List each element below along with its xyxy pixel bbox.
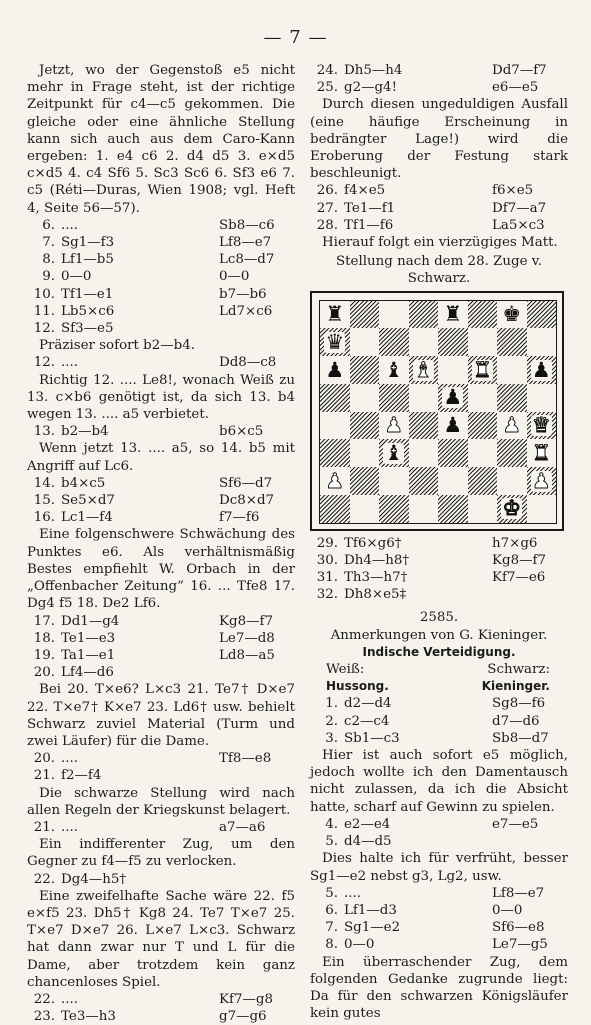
- move-list: [27, 750, 295, 784]
- move-white: 7. Sg1—f3: [27, 234, 114, 251]
- move-number: 21.: [33, 819, 55, 835]
- move-black: h7×g6: [492, 535, 538, 551]
- paragraph: Wenn jetzt 13. .... a5, so 14. b5 mit Angriff auf Lc6.: [27, 441, 295, 474]
- move-black: Sf6—e8: [492, 920, 545, 936]
- move-black: Kf7—e6: [492, 570, 546, 586]
- paragraph: Die schwarze Stellung wird nach allen Regeln der Kriegskunst belagert.: [27, 785, 295, 818]
- white-player: Hussong.: [326, 679, 389, 694]
- move-white: 27. Te1—f1: [310, 200, 395, 217]
- move-white: 3. Sb1—c3: [310, 730, 400, 747]
- move-white: 31. Th3—h7†: [310, 569, 407, 586]
- black-queen-icon: ♛: [325, 329, 345, 354]
- move-row: [310, 713, 568, 730]
- move-white: 13. b2—b4: [27, 423, 109, 440]
- move-number: 20.: [33, 751, 55, 767]
- move-row: [310, 919, 568, 936]
- move-row: [310, 833, 568, 850]
- move-number: 12.: [33, 355, 55, 371]
- move-number: 4.: [325, 816, 338, 832]
- board-square: [527, 384, 557, 412]
- move-row: [310, 586, 568, 603]
- board-square: [350, 356, 380, 384]
- move-black: Ld8—a5: [219, 647, 275, 663]
- move-white: 24. Dh5—h4: [310, 62, 402, 79]
- paragraph: Eine folgenschwere Schwächung des Punktes e6. Als verhältnismäßig Bestes empfiehlt W. Orbach in der „Offenbacher Zeitung“ 16. ... Tfe8 17. Dg4 f5 18. De2 Lf6.: [27, 527, 295, 612]
- move-row: [310, 902, 568, 919]
- move-number: 30.: [316, 552, 338, 568]
- move-list: [310, 535, 568, 604]
- board-square: [320, 301, 350, 329]
- move-black: e7—e5: [492, 816, 539, 832]
- move-number: 8.: [325, 937, 338, 953]
- page-number: — 7 —: [263, 27, 328, 48]
- board-square: [379, 384, 409, 412]
- move-black: Kf7—g8: [219, 991, 273, 1007]
- board-square: [527, 356, 557, 384]
- board-square: [497, 384, 527, 412]
- move-white: 20. Lf4—d6: [27, 664, 114, 681]
- move-black: Lf8—e7: [219, 235, 272, 251]
- move-black: Sg8—f6: [492, 696, 546, 712]
- board-square: [438, 384, 468, 412]
- move-list: [27, 475, 295, 527]
- annotator-line: Anmerkungen von G. Kieninger.: [330, 627, 548, 643]
- board-square: [468, 301, 498, 329]
- board-square: [468, 412, 498, 440]
- paragraph: Richtig 12. .... Le8!, wonach Weiß zu 13. c×b6 genötigt ist, da sich 13. b4 wegen 13. .... a5 verbietet.: [27, 372, 295, 423]
- board-square: [527, 412, 557, 440]
- move-black: [492, 586, 568, 603]
- move-row: [27, 664, 295, 681]
- move-black: Kg8—f7: [492, 552, 546, 568]
- board-square: [527, 495, 557, 523]
- board-square: [350, 467, 380, 495]
- move-white: 17. Dd1—g4: [27, 613, 119, 630]
- players-names: [310, 678, 568, 695]
- board-square: [320, 467, 350, 495]
- paragraph: Hierauf folgt ein vierzügiges Matt.: [322, 235, 558, 251]
- move-white: 29. Tf6×g6†: [310, 535, 401, 552]
- move-row: [27, 217, 295, 234]
- black-pawn-icon: ♟: [325, 357, 345, 382]
- move-black: [219, 767, 295, 784]
- move-black: d7—d6: [492, 713, 540, 729]
- move-white: 21. f2—f4: [27, 767, 101, 784]
- move-row: [310, 936, 568, 953]
- board-square: [320, 384, 350, 412]
- board-square: [438, 495, 468, 523]
- move-list: [27, 991, 295, 1025]
- board-square: [438, 356, 468, 384]
- board-square: [497, 301, 527, 329]
- move-number: 29.: [316, 535, 338, 551]
- move-white: 15. Se5×d7: [27, 492, 115, 509]
- move-row: [27, 819, 295, 836]
- black-label: Schwarz:: [487, 662, 550, 678]
- move-row: [310, 816, 568, 833]
- white-rook-icon: ♜: [531, 440, 551, 465]
- move-white: 10. Tf1—e1: [27, 286, 113, 303]
- move-black: [492, 833, 568, 850]
- move-number: 9.: [42, 269, 55, 285]
- move-number: 7.: [325, 920, 338, 936]
- board-square: [468, 356, 498, 384]
- white-king-icon: ♚: [502, 496, 522, 521]
- move-list: [27, 871, 295, 888]
- board-square: [497, 439, 527, 467]
- move-white: 11. Lb5×c6: [27, 303, 114, 320]
- move-row: [310, 695, 568, 712]
- move-number: 15.: [33, 493, 55, 509]
- move-number: 6.: [325, 902, 338, 918]
- move-number: 22.: [33, 991, 55, 1007]
- chess-diagram: [310, 291, 564, 531]
- board-square: [468, 439, 498, 467]
- move-number: 20.: [33, 665, 55, 681]
- right-column: [310, 62, 568, 1022]
- paragraph: Ein indifferenter Zug, um den Gegner zu f4—f5 zu verlocken.: [27, 837, 295, 870]
- move-white: 1. d2—d4: [310, 695, 392, 712]
- board-square: [350, 439, 380, 467]
- move-list: [27, 217, 295, 337]
- board-square: [409, 328, 439, 356]
- board-square: [379, 301, 409, 329]
- board-square: [320, 328, 350, 356]
- move-white: 21. ....: [27, 819, 78, 836]
- paragraph: Präziser sofort b2—b4.: [39, 338, 196, 354]
- move-black: Sb8—d7: [492, 730, 549, 746]
- board-square: [497, 495, 527, 523]
- move-list: [27, 354, 295, 371]
- paragraph: Eine zweifelhafte Sache wäre 22. f5 e×f5 23. Dh5† Kg8 24. Te7 T×e7 25. T×e7 D×e7 26. L×e7 L×c3. Schwarz hat dann zwar nur T und L für die Dame, aber trotzdem kein ganz chancenloses Spiel.: [27, 888, 295, 990]
- move-white: 12. ....: [27, 354, 78, 371]
- move-row: [27, 268, 295, 285]
- move-white: 2. c2—c4: [310, 713, 389, 730]
- move-black: f7—f6: [219, 510, 260, 526]
- move-row: [310, 552, 568, 569]
- board-square: [497, 412, 527, 440]
- paragraph: Bei 20. T×e6? L×c3 21. Te7† D×e7 22. T×e7† K×e7 23. Ld6† usw. behielt Schwarz zuviel Material (Turm und zwei Läufer) für die Dame.: [27, 682, 295, 749]
- board-square: [527, 467, 557, 495]
- move-black: Ld7×c6: [219, 303, 273, 319]
- chess-board: [319, 300, 557, 524]
- move-white: 14. b4×c5: [27, 475, 105, 492]
- diagram-frame: [310, 291, 564, 531]
- board-square: [409, 384, 439, 412]
- move-white: 8. 0—0: [310, 936, 374, 953]
- move-number: 14.: [33, 475, 55, 491]
- board-square: [350, 495, 380, 523]
- move-black: b6×c5: [219, 424, 264, 440]
- move-row: [27, 767, 295, 784]
- board-square: [468, 328, 498, 356]
- move-black: Sb8—c6: [219, 217, 275, 233]
- board-square: [409, 412, 439, 440]
- board-square: [350, 384, 380, 412]
- move-number: 5.: [325, 834, 338, 850]
- move-number: 23.: [33, 1009, 55, 1025]
- board-square: [409, 439, 439, 467]
- board-square: [438, 301, 468, 329]
- move-black: Dc8×d7: [219, 493, 275, 509]
- board-square: [438, 439, 468, 467]
- move-black: [219, 320, 295, 337]
- move-white: 22. ....: [27, 991, 78, 1008]
- board-square: [379, 412, 409, 440]
- board-square: [379, 356, 409, 384]
- move-list: [310, 695, 568, 747]
- move-row: [310, 569, 568, 586]
- board-square: [409, 356, 439, 384]
- move-list: [310, 62, 568, 96]
- board-square: [468, 495, 498, 523]
- black-bishop-icon: ♝: [384, 357, 404, 382]
- move-row: [27, 630, 295, 647]
- move-row: [27, 303, 295, 320]
- game-number: 2585.: [419, 610, 459, 626]
- move-row: [27, 871, 295, 888]
- move-number: 1.: [325, 696, 338, 712]
- move-number: 26.: [316, 183, 338, 199]
- move-black: Lc8—d7: [219, 252, 275, 268]
- paragraph: Jetzt, wo der Gegenstoß e5 nicht mehr in Frage steht, ist der richtige Zeitpunkt für c4—c5 gekommen. Die gleiche oder eine ähnliche Stellung kann sich auch aus dem Caro-Kann ergeben: 1. e4 c6 2. d4 d5 3. e×d5 c×d5 4. c4 Sf6 5. Sc3 Sc6 6. Sf3 e6 7. c5 (Réti—Duras, Wien 1908; vgl. Heft 4, Seite 56—57).: [27, 63, 295, 216]
- move-white: 26. f4×e5: [310, 182, 385, 199]
- move-white: 4. e2—e4: [310, 816, 390, 833]
- board-square: [350, 328, 380, 356]
- move-list: [310, 182, 568, 234]
- players-labels: [310, 661, 568, 678]
- move-number: 5.: [325, 885, 338, 901]
- move-number: 16.: [33, 510, 55, 526]
- paragraph: Ein überraschender Zug, dem folgenden Gedanke zugrunde liegt: Da für den schwarzen Königsläufer kein gutes: [310, 954, 568, 1022]
- move-row: [310, 885, 568, 902]
- move-black: f6×e5: [492, 183, 534, 199]
- board-square: [409, 301, 439, 329]
- move-black: b7—b6: [219, 286, 267, 302]
- move-row: [310, 217, 568, 234]
- white-pawn-icon: ♟: [531, 468, 551, 493]
- board-square: [379, 439, 409, 467]
- move-row: [310, 182, 568, 199]
- move-black: Lf8—e7: [492, 885, 545, 901]
- move-number: 27.: [316, 200, 338, 216]
- move-white: 7. Sg1—e2: [310, 919, 400, 936]
- move-number: 12.: [33, 321, 55, 337]
- opening-title: Indische Verteidigung.: [362, 644, 516, 659]
- board-square: [497, 356, 527, 384]
- move-row: [27, 286, 295, 303]
- move-row: [310, 730, 568, 747]
- move-number: 21.: [33, 768, 55, 784]
- black-pawn-icon: ♟: [531, 357, 551, 382]
- move-white: 32. Dh8×e5‡: [310, 586, 406, 603]
- move-black: La5×c3: [492, 217, 545, 233]
- paragraph: Hier ist auch sofort e5 möglich, jedoch wollte ich den Damentausch nicht zulassen, da ich die Absicht hatte, scharf auf Gewinn zu spielen.: [310, 748, 568, 815]
- move-number: 13.: [33, 424, 55, 440]
- board-square: [379, 467, 409, 495]
- move-row: [27, 234, 295, 251]
- move-white: 6. ....: [27, 217, 78, 234]
- diagram-caption: Stellung nach dem 28. Zuge v. Schwarz.: [335, 254, 543, 287]
- board-square: [497, 328, 527, 356]
- move-row: [310, 200, 568, 217]
- move-list: [310, 885, 568, 954]
- move-white: 30. Dh4—h8†: [310, 552, 409, 569]
- white-bishop-icon: ♝: [413, 357, 433, 382]
- move-number: 24.: [316, 63, 338, 78]
- move-black: e6—e5: [492, 80, 539, 96]
- black-rook-icon: ♜: [443, 302, 463, 327]
- paragraph: Durch diesen ungeduldigen Ausfall (eine häufige Erscheinung in bedrängter Lage!) wird die Eroberung der Festung stark beschleunigt.: [310, 97, 568, 182]
- move-number: 2.: [325, 713, 338, 729]
- board-square: [320, 495, 350, 523]
- move-number: 7.: [42, 235, 55, 251]
- move-list: [27, 423, 295, 440]
- move-number: 3.: [325, 730, 338, 746]
- black-pawn-icon: ♟: [443, 413, 463, 438]
- paragraph: Dies halte ich für verfrüht, besser Sg1—e2 nebst g3, Lg2, usw.: [310, 851, 568, 884]
- white-queen-icon: ♛: [531, 413, 551, 438]
- move-black: Df7—a7: [492, 200, 547, 216]
- move-white: 5. ....: [310, 885, 361, 902]
- move-number: 31.: [316, 570, 338, 586]
- move-white: 23. Te3—h3: [27, 1008, 116, 1025]
- move-black: Dd8—c8: [219, 355, 277, 371]
- move-list: [310, 816, 568, 850]
- move-row: [27, 320, 295, 337]
- board-square: [468, 467, 498, 495]
- board-square: [379, 495, 409, 523]
- move-black: g7—g6: [219, 1009, 267, 1025]
- board-square: [497, 467, 527, 495]
- move-white: 12. Sf3—e5: [27, 320, 113, 337]
- board-square: [320, 439, 350, 467]
- move-row: [27, 613, 295, 630]
- move-black: Le7—g5: [492, 937, 548, 953]
- move-number: 17.: [33, 613, 55, 629]
- board-square: [409, 495, 439, 523]
- move-number: 25.: [316, 80, 338, 96]
- move-row: [27, 354, 295, 371]
- black-pawn-icon: ♟: [443, 385, 463, 410]
- black-rook-icon: ♜: [325, 302, 345, 327]
- black-bishop-icon: ♝: [384, 440, 404, 465]
- board-square: [527, 328, 557, 356]
- move-black: 0—0: [219, 269, 250, 285]
- move-number: 8.: [42, 252, 55, 268]
- move-white: 20. ....: [27, 750, 78, 767]
- move-white: 8. Lf1—b5: [27, 251, 114, 268]
- move-white: 22. Dg4—h5†: [27, 871, 126, 888]
- black-king-icon: ♚: [502, 302, 522, 327]
- move-black: Kg8—f7: [219, 613, 273, 629]
- board-square: [320, 412, 350, 440]
- move-black: a7—a6: [219, 819, 266, 835]
- move-row: [27, 750, 295, 767]
- move-row: [310, 79, 568, 96]
- white-rook-icon: ♜: [472, 357, 492, 382]
- board-square: [438, 467, 468, 495]
- move-white: 16. Lc1—f4: [27, 509, 113, 526]
- move-row: [27, 251, 295, 268]
- board-square: [320, 356, 350, 384]
- board-square: [527, 301, 557, 329]
- board-square: [468, 384, 498, 412]
- move-white: 6. Lf1—d3: [310, 902, 397, 919]
- move-white: 5. d4—d5: [310, 833, 392, 850]
- move-black: Sf6—d7: [219, 475, 273, 491]
- white-pawn-icon: ♟: [384, 413, 404, 438]
- move-number: 10.: [33, 286, 55, 302]
- board-square: [350, 412, 380, 440]
- board-square: [409, 467, 439, 495]
- black-player: Kieninger.: [481, 679, 550, 694]
- move-number: 22.: [33, 871, 55, 887]
- board-square: [438, 328, 468, 356]
- board-square: [379, 328, 409, 356]
- move-list: [27, 613, 295, 682]
- white-pawn-icon: ♟: [502, 413, 522, 438]
- move-row: [27, 1008, 295, 1025]
- board-square: [438, 412, 468, 440]
- move-number: 18.: [33, 630, 55, 646]
- move-number: 32.: [316, 587, 338, 603]
- move-black: [219, 871, 295, 888]
- board-square: [350, 301, 380, 329]
- move-white: 25. g2—g4!: [310, 79, 397, 96]
- move-number: 19.: [33, 647, 55, 663]
- move-black: Dd7—f7: [492, 63, 547, 78]
- move-black: Le7—d8: [219, 630, 275, 646]
- white-label: Weiß:: [326, 662, 365, 678]
- move-white: 28. Tf1—f6: [310, 217, 393, 234]
- left-column: [27, 62, 295, 1025]
- move-white: 9. 0—0: [27, 268, 91, 285]
- move-number: 11.: [33, 303, 55, 319]
- move-row: [27, 423, 295, 440]
- move-number: 28.: [316, 217, 338, 233]
- move-row: [27, 509, 295, 526]
- move-row: [27, 475, 295, 492]
- move-white: 18. Te1—e3: [27, 630, 115, 647]
- move-number: 6.: [42, 217, 55, 233]
- move-white: 19. Ta1—e1: [27, 647, 115, 664]
- board-square: [527, 439, 557, 467]
- move-black: 0—0: [492, 902, 523, 918]
- move-row: [27, 492, 295, 509]
- move-row: [310, 62, 568, 79]
- move-list: [27, 819, 295, 836]
- move-black: [219, 664, 295, 681]
- move-row: [310, 535, 568, 552]
- move-row: [27, 647, 295, 664]
- white-pawn-icon: ♟: [325, 468, 345, 493]
- move-black: Tf8—e8: [219, 751, 272, 767]
